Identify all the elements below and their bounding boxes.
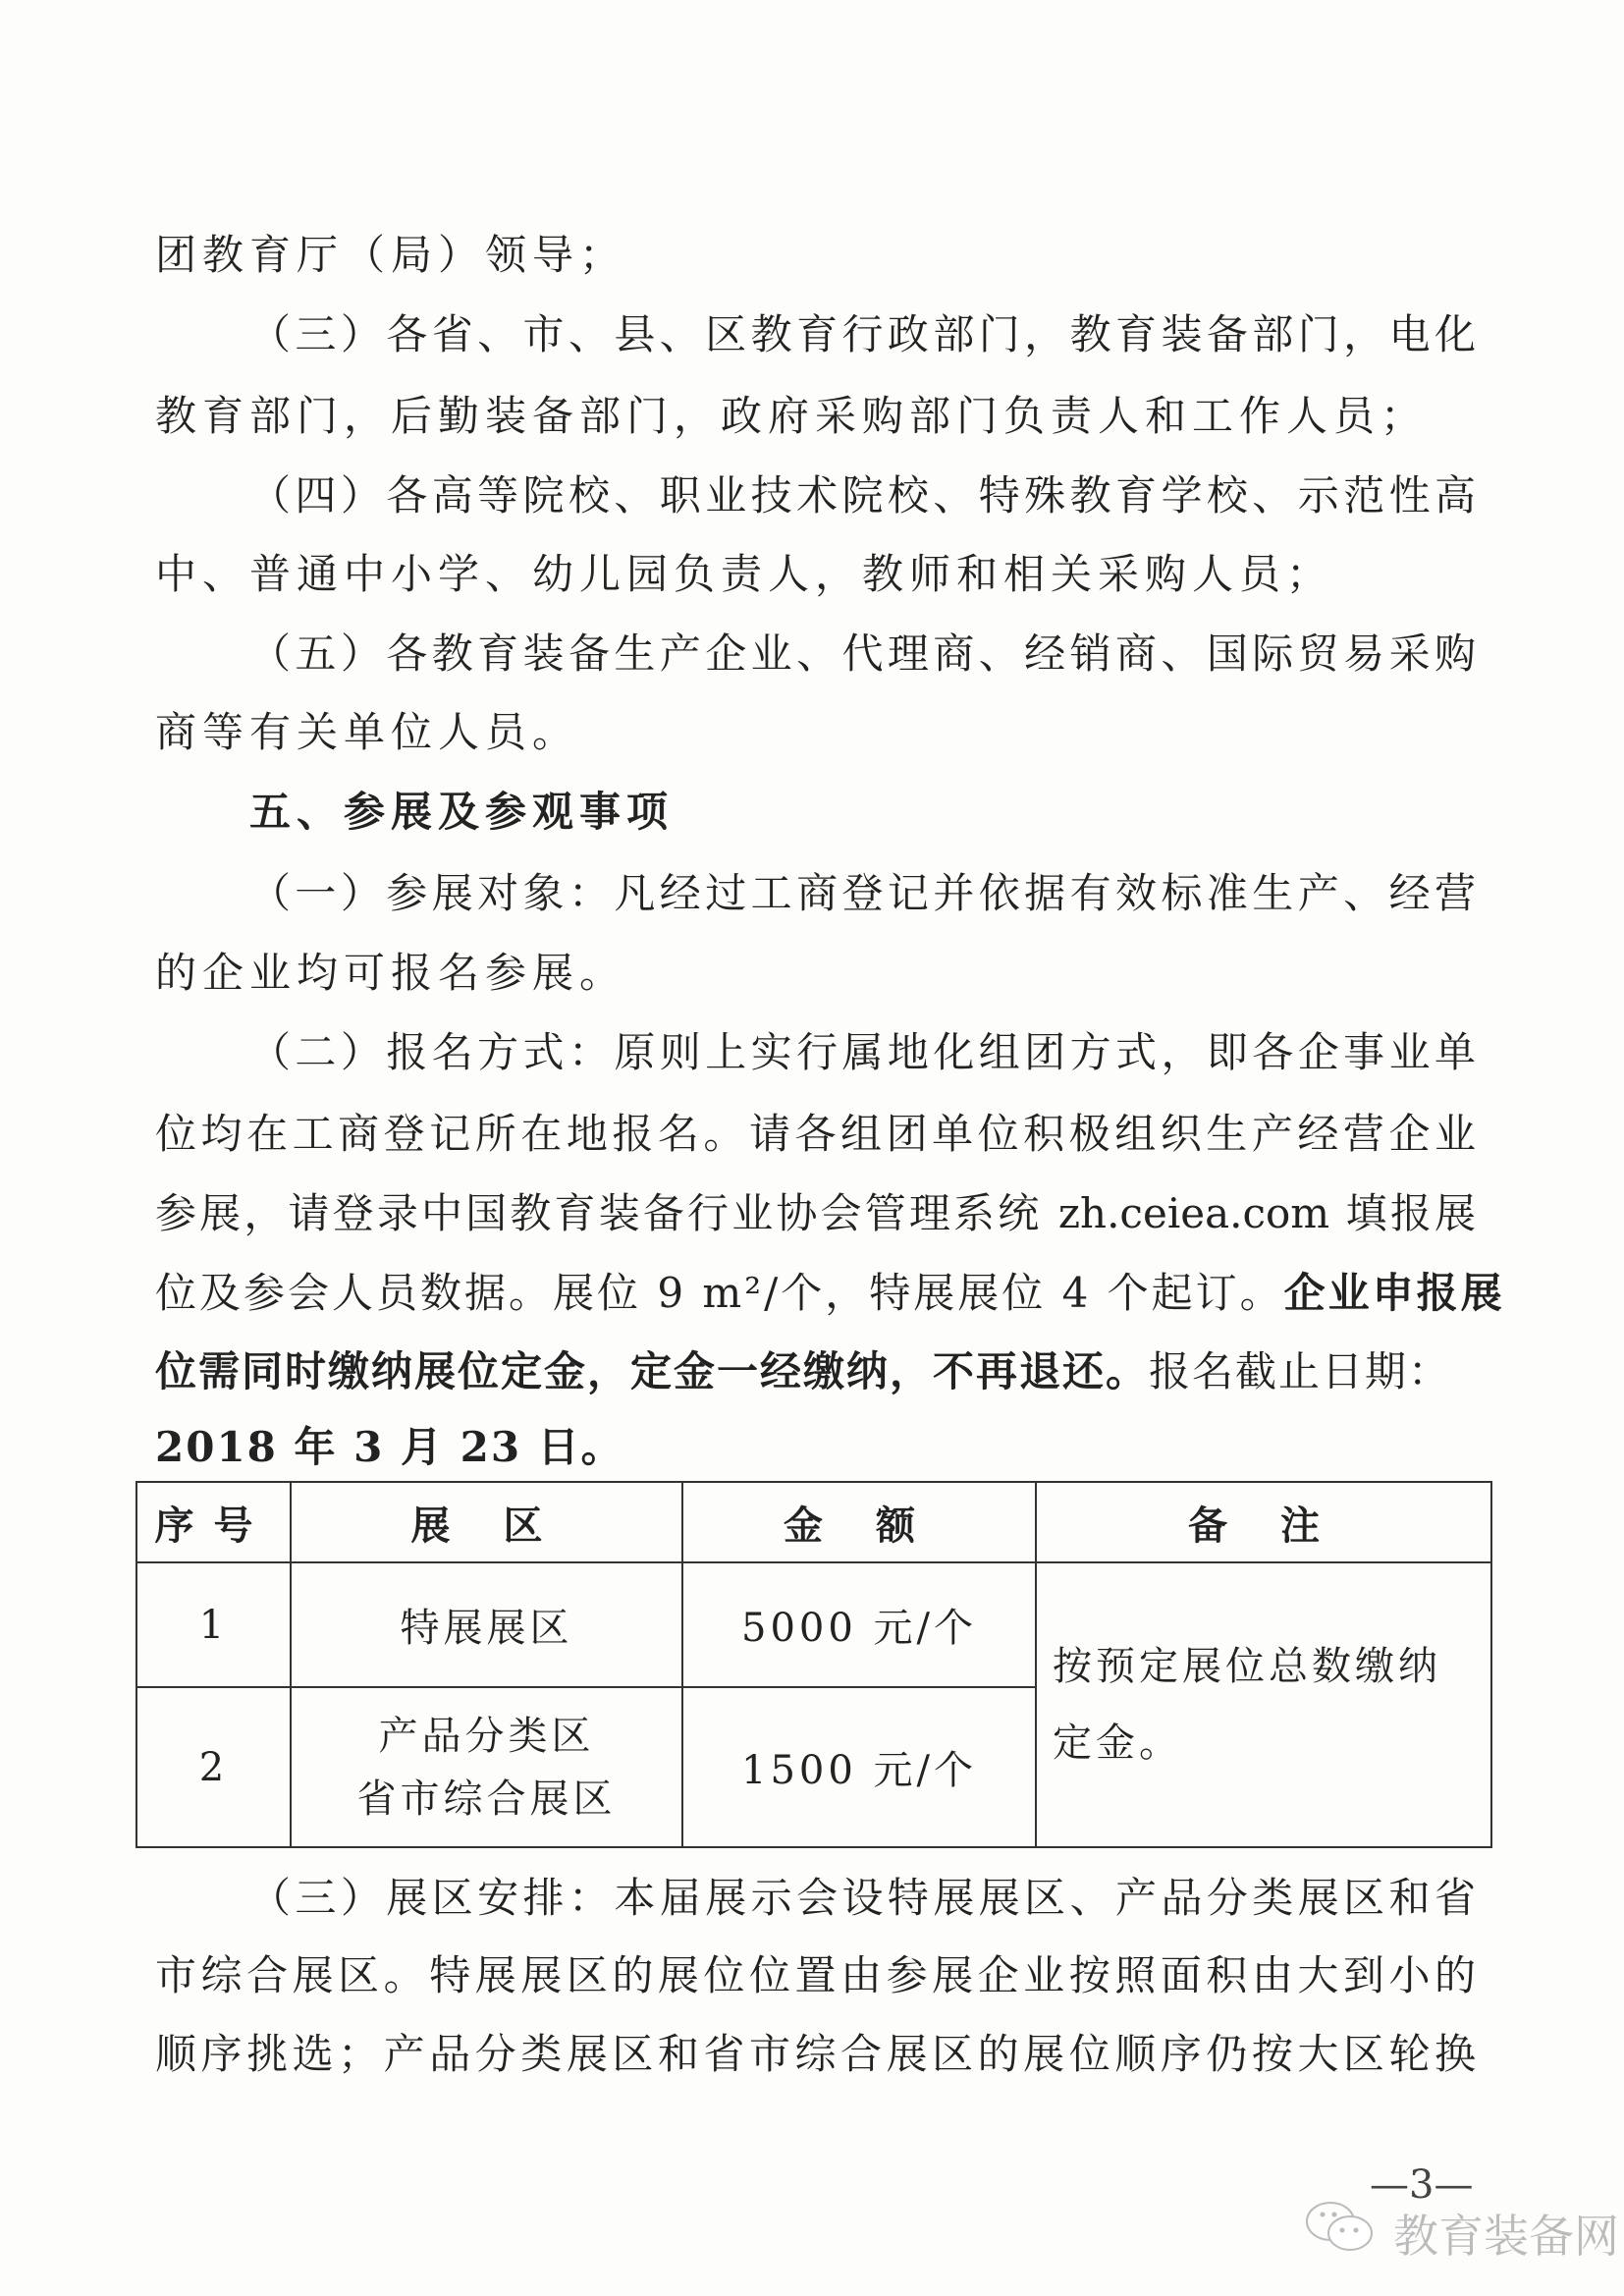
zone-line: 省市综合展区 [356, 1776, 617, 1822]
text-line: （四）各高等院校、职业技术院校、特殊教育学校、示范性高 [249, 471, 1476, 519]
text-line: （五）各教育装备生产企业、代理商、经销商、国际贸易采购 [249, 629, 1476, 678]
text-line: 参展，请登录中国教育装备行业协会管理系统 zh.ceiea.com 填报展 [155, 1189, 1476, 1237]
note-line: 定金。 [1053, 1721, 1182, 1766]
text-line: 团教育厅（局）领导； [155, 231, 627, 279]
header-no: 序号 [136, 1482, 291, 1562]
text-line: （三）展区安排：本届展示会设特展展区、产品分类展区和省 [249, 1874, 1476, 1922]
text-segment: 报名截止日期： [1149, 1347, 1452, 1395]
bold-segment: 企业申报展 [1283, 1269, 1505, 1317]
header-note: 备 注 [1036, 1482, 1491, 1562]
section-heading: 五、参展及参观事项 [249, 788, 675, 836]
watermark-text: 教育装备网 [1393, 2209, 1619, 2263]
text-line: 位均在工商登记所在地报名。请各组团单位积极组织生产经营企业 [155, 1110, 1476, 1158]
bold-segment: 位需同时缴纳展位定金，定金一经缴纳，不再退还。 [155, 1347, 1150, 1395]
header-amount: 金 额 [682, 1482, 1036, 1562]
text-line: 教育部门，后勤装备部门，政府采购部门负责人和工作人员； [155, 392, 1429, 440]
text-line [155, 1342, 1476, 1401]
cell-amount: 1500 元/个 [682, 1687, 1036, 1847]
cell-no: 2 [136, 1687, 291, 1847]
note-line: 按预定展位总数缴纳 [1053, 1644, 1441, 1689]
page-number: —3— [1370, 2162, 1474, 2208]
header-zone: 展 区 [291, 1482, 682, 1562]
deadline-date: 2018 年 3 月 23 日。 [155, 1423, 624, 1471]
cell-amount: 5000 元/个 [682, 1562, 1036, 1687]
text-line: 商等有关单位人员。 [155, 708, 580, 756]
table-header-row [136, 1482, 1491, 1562]
text-line: 顺序挑选；产品分类展区和省市综合展区的展位顺序仍按大区轮换 [155, 2030, 1476, 2078]
zone-line: 产品分类区 [378, 1713, 595, 1759]
cell-zone: 特展展区 [291, 1562, 682, 1687]
cell-note [1036, 1562, 1491, 1847]
cell-zone [291, 1687, 682, 1847]
text-line: 市综合展区。特展展区的展位位置由参展企业按照面积由大到小的 [155, 1951, 1476, 1999]
wechat-icon [1301, 2198, 1380, 2268]
table-row [136, 1562, 1491, 1687]
text-line: （二）报名方式：原则上实行属地化组团方式，即各企事业单 [249, 1028, 1476, 1076]
watermark [1301, 2198, 1619, 2268]
cell-no: 1 [136, 1562, 291, 1687]
text-line: 的企业均可报名参展。 [155, 949, 627, 997]
text-line [155, 1264, 1505, 1323]
fee-table [135, 1481, 1492, 1848]
text-line: 中、普通中小学、幼儿园负责人，教师和相关采购人员； [155, 550, 1334, 598]
text-segment: 位及参会人员数据。展位 9 m²/个，特展展位 4 个起订。 [155, 1269, 1284, 1317]
text-line: （一）参展对象：凡经过工商登记并依据有效标准生产、经营 [249, 869, 1476, 917]
text-line: （三）各省、市、县、区教育行政部门，教育装备部门，电化 [249, 310, 1476, 358]
